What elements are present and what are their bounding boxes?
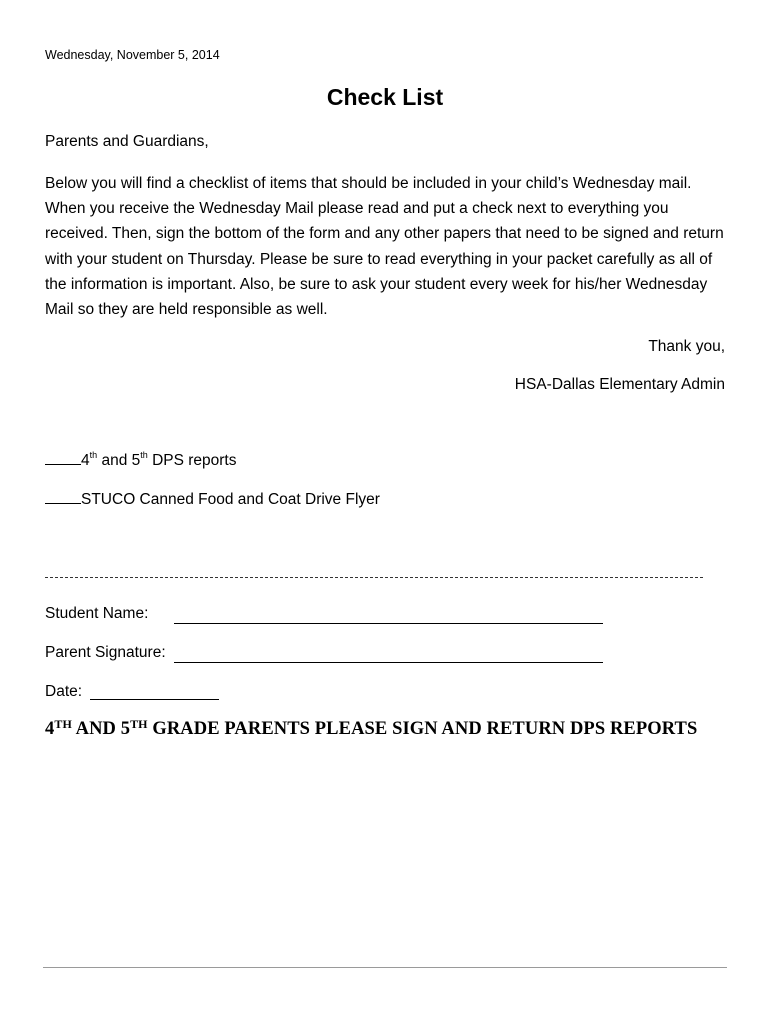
notice-grade-4: 4 — [45, 719, 55, 739]
stuco-flyer-text: STUCO Canned Food and Coat Drive Flyer — [81, 491, 380, 508]
grade-4: 4 — [81, 452, 90, 469]
parent-signature-field[interactable] — [174, 662, 603, 663]
greeting: Parents and Guardians, — [45, 133, 209, 150]
dps-reports-text: DPS reports — [147, 452, 237, 469]
ordinal-suffix: th — [140, 450, 148, 460]
parent-signature-label: Parent Signature: — [45, 644, 166, 661]
cut-line — [45, 577, 703, 578]
notice-suffix: TH — [130, 717, 148, 731]
date-field[interactable] — [90, 699, 219, 700]
ordinal-suffix: th — [89, 450, 98, 460]
notice-text: GRADE PARENTS PLEASE SIGN AND RETURN DPS REPORTS — [147, 719, 698, 739]
checklist-item-stuco-flyer[interactable] — [45, 491, 380, 509]
page-title: Check List — [326, 84, 444, 110]
letter-body: Below you will find a checklist of items that should be included in your child’s Wednesday mail. When you receive the Wednesday Mail please read and put a check next to everything you received. Then, sign the bottom of the form and any other papers that need to be signed and return with your student on Thursday. Please be sure to read everything in your packet carefully as all of the information is important. Also, be sure to ask your student every week for his/her Wednesday Mail so they are held responsible as well. — [45, 175, 724, 319]
grade-5-text: and 5 — [97, 452, 141, 469]
signoff: HSA-Dallas Elementary Admin — [514, 376, 725, 393]
notice-suffix: TH — [54, 717, 72, 731]
date-label: Date: — [45, 683, 83, 700]
footer-rule — [43, 967, 727, 968]
student-name-field[interactable] — [174, 623, 603, 624]
check-blank[interactable] — [45, 491, 81, 504]
letter-date: Wednesday, November 5, 2014 — [45, 48, 220, 62]
check-blank[interactable] — [45, 452, 81, 465]
closing: Thank you, — [648, 338, 725, 355]
notice-grade-5: AND 5 — [71, 719, 131, 739]
student-name-label: Student Name: — [45, 605, 149, 622]
checklist-item-dps-reports[interactable] — [45, 452, 237, 470]
dps-notice — [45, 719, 697, 740]
